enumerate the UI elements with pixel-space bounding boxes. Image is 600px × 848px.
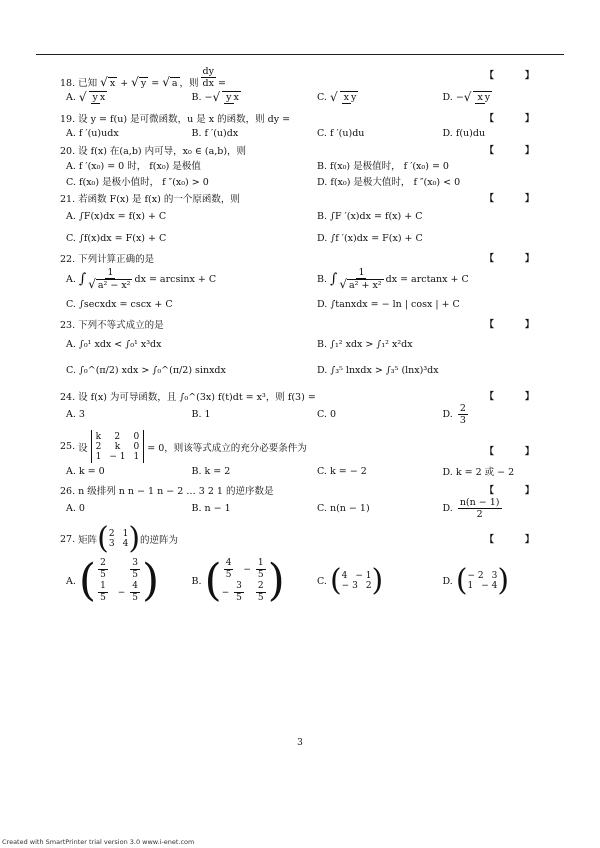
option-d: D. k = 2 或 − 2: [442, 467, 515, 478]
question-24: [60, 387, 568, 426]
options: [66, 205, 568, 249]
option-b: B. f ′(u)dx: [191, 127, 239, 139]
option-b: [191, 555, 318, 606]
question-text: =: [218, 78, 226, 89]
det-cell: − 1: [109, 452, 126, 462]
option-a: A. 0: [66, 503, 85, 514]
options: [66, 463, 568, 479]
option-a: A. √ y x: [66, 90, 106, 104]
option-label: C.: [317, 91, 327, 103]
option-label: D.: [442, 91, 453, 103]
options: [66, 331, 568, 383]
question-27: [60, 521, 568, 606]
option-c: C. n(n − 1): [317, 503, 370, 514]
question-number: 19.: [60, 114, 76, 125]
answer-bracket: 【 】: [484, 486, 548, 496]
question-number: 25.: [60, 441, 76, 452]
formula: $\frac{dy}{dx}$: [202, 66, 214, 89]
options: [66, 555, 568, 606]
option-b: B. − √ y x: [191, 90, 239, 104]
option-label: A.: [66, 273, 76, 285]
option-d: D. ∫tanxdx = − ln | cosx | + C: [317, 298, 460, 310]
option-c: C. ∫₀^(π/2) xdx > ∫₀^(π/2) sinxdx: [66, 364, 226, 376]
option-d: D. $\frac{2}{3}$: [442, 403, 466, 426]
det-cell: 0: [133, 432, 140, 442]
question-23: [60, 315, 568, 383]
option-text: dx = arctanx + C: [385, 273, 469, 285]
question-26: [60, 481, 568, 520]
option-label: A.: [66, 575, 76, 587]
option-b: B. ∫₁² xdx > ∫₁² x²dx: [317, 338, 413, 350]
option-c: C. ∫f(x)dx = F(x) + C: [66, 232, 167, 244]
option-b: B. n − 1: [191, 503, 231, 514]
question-text: 下列不等式成立的是: [78, 320, 164, 331]
option-text: dx = arcsinx + C: [134, 273, 217, 285]
question-number: 27.: [60, 533, 76, 545]
answer-bracket: 【 】: [484, 447, 548, 457]
option-d: D. f(x₀) 是极大值时， f ″(x₀) < 0: [317, 177, 461, 188]
det-cell: k: [95, 432, 102, 442]
printer-credit: Created with SmartPrinter trial version 3.0 www.i-enet.com: [2, 838, 195, 846]
option-d: D. ∫₃⁵ lnxdx > ∫₃⁵ (lnx)³dx: [317, 364, 439, 376]
options: [66, 403, 568, 426]
det-cell: 1: [95, 452, 102, 462]
option-label: D.: [442, 503, 453, 514]
option-b: B. 1: [191, 409, 211, 420]
question-22: [60, 249, 568, 315]
option-c: C. ∫secxdx = cscx + C: [66, 298, 173, 310]
question-20: [60, 141, 568, 189]
question-25: [60, 430, 568, 479]
question-text: 设 f(x) 为可导函数，且 ∫₀^(3x) f(t)dt = x³，则 f(3) =: [78, 392, 316, 403]
options: [66, 497, 568, 520]
question-text: 已知: [78, 78, 98, 89]
question-18: [60, 66, 568, 105]
question-text: 设: [78, 442, 88, 454]
option-a: A. f ′(x₀) = 0 时， f(x₀) 是极值: [66, 161, 201, 172]
option-a: A. ∫₀¹ xdx < ∫₀¹ x³dx: [66, 338, 162, 350]
matrix-cell: 4: [122, 539, 129, 549]
question-text: 下列计算正确的是: [78, 254, 155, 265]
option-b: B. f(x₀) 是极值时， f ′(x₀) = 0: [317, 161, 449, 172]
question-number: 22.: [60, 254, 76, 265]
matrix-cell: 1: [122, 529, 129, 539]
option-d: [443, 558, 569, 604]
option-label: D.: [442, 575, 453, 587]
question-number: 21.: [60, 194, 76, 205]
option-b: B. ∫ $\frac{1}{\text{√ a² + x²}}$ dx = arctanx + C: [317, 267, 469, 291]
options: [66, 89, 568, 105]
header-rule: [36, 54, 564, 55]
question-list: [60, 66, 568, 604]
option-a: [66, 555, 192, 606]
option-a: A. k = 0: [66, 465, 105, 477]
question-text: = 0，则该等式成立的充分必要条件为: [147, 442, 307, 454]
matrix: ( 4 − 1 − 3 2 ): [329, 563, 384, 598]
formula: √ x + √ y = √ a: [100, 75, 178, 89]
option-c: [317, 558, 443, 604]
det-cell: 1: [133, 452, 140, 462]
determinant: [91, 430, 145, 463]
option-label: A.: [66, 91, 76, 103]
question-19: [60, 109, 568, 141]
option-a: A. 3: [66, 409, 85, 420]
det-cell: 2: [114, 432, 121, 442]
question-text: 设 f(x) 在(a,b) 内可导，x₀ ∈ (a,b)，则: [78, 146, 247, 157]
question-number: 23.: [60, 320, 76, 331]
option-label: B.: [317, 273, 328, 285]
options: [66, 125, 568, 141]
matrix: ( $\frac{4}{5}$ − $\frac{1}{5}$ − $\frac{3}{5}$ $\frac{2}{5}$ ): [204, 555, 285, 606]
option-c: C. √ x y: [317, 90, 357, 104]
option-c: C. f ′(u)du: [317, 127, 365, 139]
question-text: 若函数 F(x) 是 f(x) 的一个原函数，则: [78, 194, 240, 205]
option-a: A. ∫ $\frac{1}{\text{√ a² − x²}}$ dx = arcsinx + C: [66, 267, 217, 291]
answer-bracket: 【 】: [484, 254, 548, 264]
option-label: B.: [191, 91, 202, 103]
question-number: 18.: [60, 78, 76, 89]
question-21: [60, 189, 568, 249]
question-number: 20.: [60, 146, 76, 157]
det-cell: k: [114, 442, 121, 452]
det-cell: 0: [133, 442, 140, 452]
option-label: D.: [442, 409, 453, 420]
option-c: C. k = − 2: [317, 465, 367, 477]
answer-bracket: 【 】: [484, 320, 548, 330]
answer-bracket: 【 】: [484, 146, 548, 156]
matrix-cell: 2: [108, 529, 115, 539]
det-cell: 2: [95, 442, 102, 452]
option-a: A. ∫F(x)dx = f(x) + C: [66, 210, 167, 222]
question-number: 26.: [60, 486, 76, 497]
option-a: A. f ′(u)udx: [66, 127, 119, 139]
option-c: C. f(x₀) 是极小值时， f ″(x₀) > 0: [66, 177, 209, 188]
question-text: 设 y = f(u) 是可微函数，u 是 x 的函数，则 dy =: [78, 114, 291, 125]
option-d: D. $\frac{n(n - 1)}{2}$: [442, 497, 500, 520]
question-text: 矩阵: [78, 535, 98, 546]
answer-bracket: 【 】: [484, 114, 548, 124]
answer-bracket: 【 】: [484, 71, 548, 81]
question-text: 的逆阵为: [140, 535, 179, 546]
options: [66, 157, 568, 189]
matrix-cell: 3: [108, 539, 115, 549]
answer-bracket: 【 】: [484, 535, 548, 545]
question-text: n 级排列 n n − 1 n − 2 … 3 2 1 的逆序数是: [78, 486, 274, 497]
option-b: B. ∫F ′(x)dx = f(x) + C: [317, 210, 423, 222]
answer-bracket: 【 】: [484, 392, 548, 402]
option-c: C. 0: [317, 409, 337, 420]
option-label: B.: [191, 575, 202, 587]
option-b: B. k = 2: [191, 465, 231, 477]
page-number: 3: [297, 738, 303, 748]
option-d: D. − √ x y: [442, 90, 491, 104]
options: [66, 265, 568, 315]
question-text: ，则: [179, 78, 199, 89]
matrix: ( $\frac{2}{5}$ $\frac{3}{5}$ $\frac{1}{5}$ − $\frac{4}{5}$ ): [78, 555, 160, 606]
option-label: C.: [317, 575, 327, 587]
matrix: ( 2 1 3 4 ): [97, 521, 141, 556]
question-number: 24.: [60, 392, 76, 403]
matrix: ( − 2 3 1 − 4 ): [455, 563, 510, 598]
option-d: D. ∫f ′(x)dx = F(x) + C: [317, 232, 423, 244]
option-d: D. f(u)du: [442, 127, 486, 139]
answer-bracket: 【 】: [484, 194, 548, 204]
